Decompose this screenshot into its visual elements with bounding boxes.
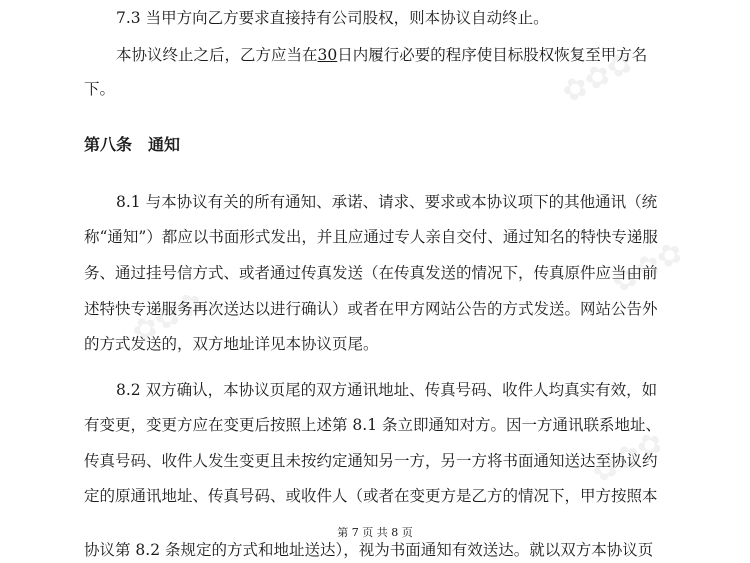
clause-7-3-continuation [0, 45, 750, 65]
article-8-heading: 第八条 通知 [84, 135, 181, 154]
watermark-logo: ✿✿✿ [556, 44, 640, 111]
clause-8-1-line: 务、通过挂号信方式、或者通过传真发送（在传真发送的情况下，传真原件应当由前 [84, 264, 658, 282]
clause-8-2-line: 有变更，变更方应在变更后按照上述第 8.1 条立即通知对方。因一方通讯联系地址、 [84, 416, 662, 434]
clause-8-2-line: 8.2 双方确认，本协议页尾的双方通讯地址、传真号码、收件人均真实有效，如 [116, 381, 658, 399]
clause-7-3-text-b: 日内履行必要的程序使目标股权恢复至甲方名 [337, 46, 648, 64]
watermark-logo: ✿✿✿ [126, 284, 210, 351]
watermark-logo: ✿✿✿ [586, 424, 670, 491]
page-number-footer: 第 7 页 共 8 页 [337, 526, 413, 539]
clause-8-1-line: 的方式发送的，双方地址详见本协议页尾。 [84, 335, 379, 353]
clause-8-1-line: 述特快专递服务再次送达以进行确认）或者在甲方网站公告的方式发送。网站公告外 [84, 300, 658, 318]
clause-8-1-line: 称“通知”）都应以书面形式发出，并且应通过专人亲自交付、通过知名的特快专递服 [84, 228, 658, 246]
clause-8-2-line: 协议第 8.2 条规定的方式和地址送达），视为书面通知有效送达。就以双方本协议页 [84, 541, 654, 559]
clause-7-3-text-a: 本协议终止之后，乙方应当在 [116, 46, 318, 64]
clause-8-2-line: 定的原通讯地址、传真号码、或收件人（或者在变更方是乙方的情况下，甲方按照本 [84, 487, 658, 505]
clause-8-2-line: 传真号码、收件人发生变更且未按约定通知另一方，另一方将书面通知送达至协议约 [84, 452, 658, 470]
clause-7-3: 7.3 当甲方向乙方要求直接持有公司股权，则本协议自动终止。 [116, 9, 549, 27]
clause-7-3-days: 30 [317, 46, 338, 64]
watermark-logo: ✿✿✿ [606, 234, 690, 301]
clause-8-1-line: 8.1 与本协议有关的所有通知、承诺、请求、要求或本协议项下的其他通讯（统 [116, 193, 658, 211]
clause-7-3-ending: 下。 [84, 80, 116, 98]
